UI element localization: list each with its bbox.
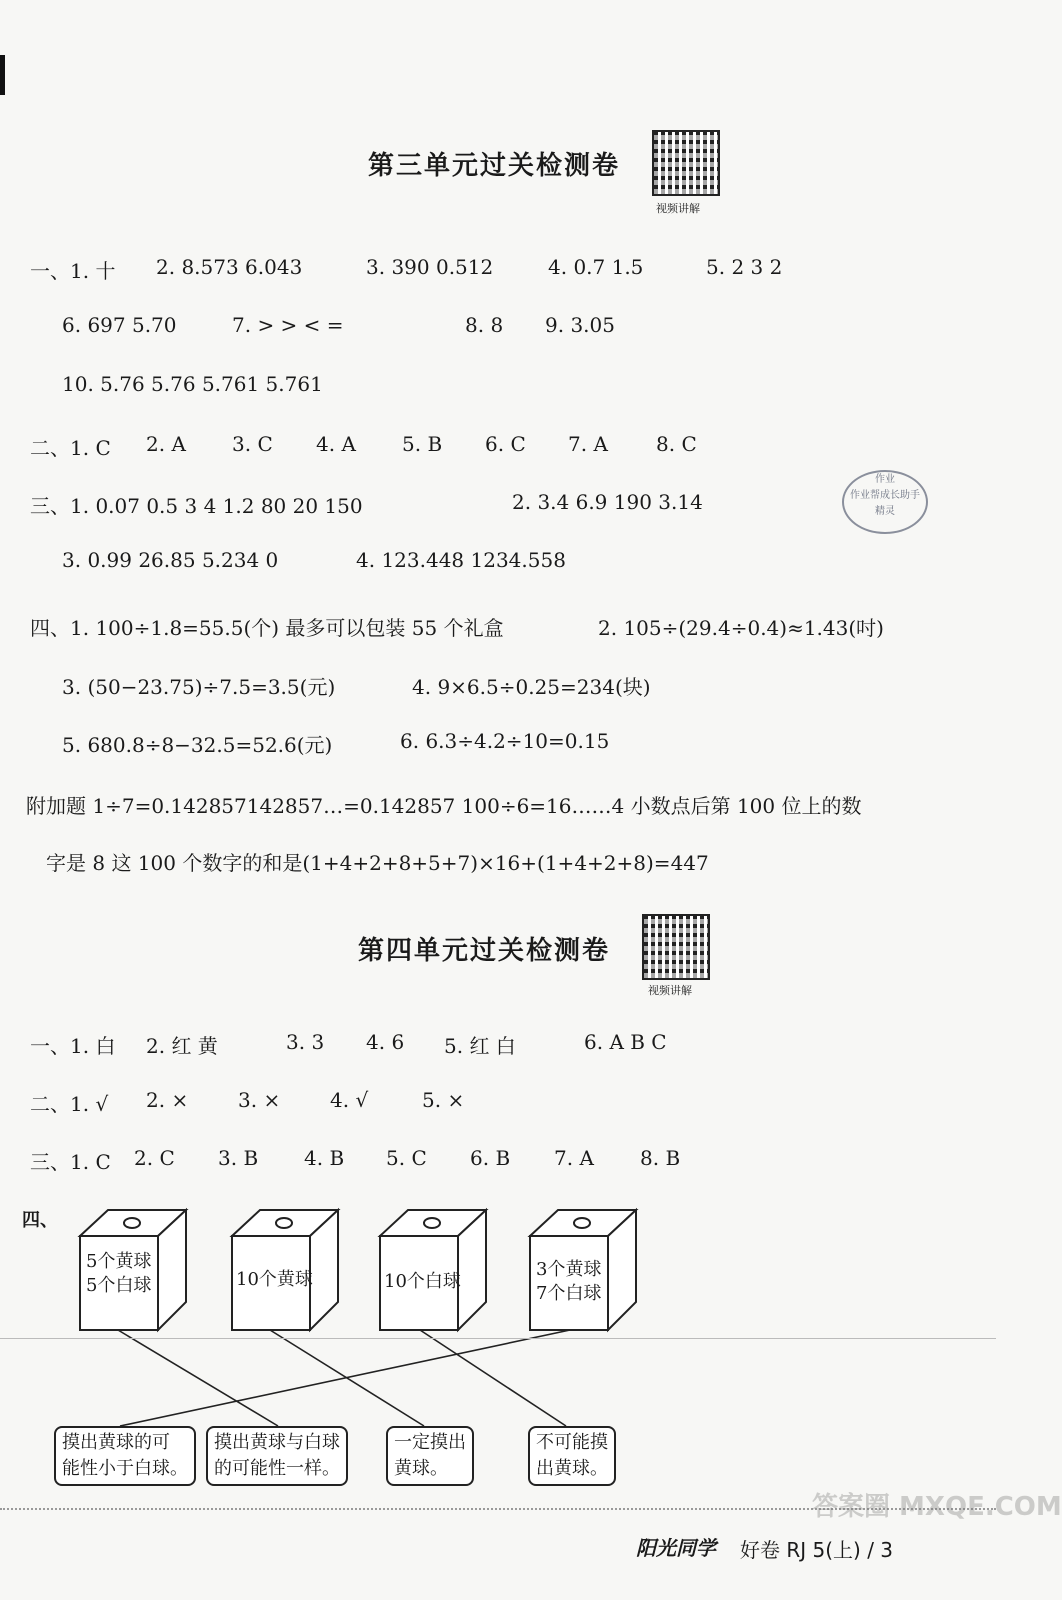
- cube-3-line-1: 10个白球: [384, 1271, 461, 1292]
- watermark: 答案圈 MXQE.COM: [812, 1492, 1062, 1522]
- box-1-line-1: 摸出黄球的可: [62, 1432, 170, 1453]
- qr-label: 视频讲解: [656, 202, 700, 215]
- box-4-line-2: 出黄球。: [536, 1458, 608, 1479]
- match-lines: [118, 1330, 570, 1426]
- cube-2-label: [236, 1268, 313, 1292]
- unit3-row-4-item-3: 3. C: [232, 432, 273, 456]
- binding-edge: [0, 55, 5, 95]
- unit3-row-11-item-1: 字是 8 这 100 个数字的和是(1+4+2+8+5+7)×16+(1+4+2+8)=447: [46, 851, 709, 875]
- stamp: [842, 470, 928, 534]
- unit3-row-1-item-1: 一、1. 十: [30, 259, 116, 283]
- unit4-row-1-item-1: 一、1. 白: [30, 1034, 116, 1058]
- unit3-row-4-item-2: 2. A: [146, 432, 186, 456]
- unit3-row-2-item-2: 7. > > < =: [232, 313, 344, 337]
- unit3-row-4-item-6: 6. C: [485, 432, 526, 456]
- brand-logo: 阳光同学: [636, 1536, 716, 1560]
- unit4-row-3-item-4: 4. B: [304, 1146, 345, 1170]
- cube-1-hole: [124, 1218, 140, 1228]
- unit4-row-3-item-8: 8. B: [640, 1146, 681, 1170]
- unit3-row-1-item-4: 4. 0.7 1.5: [548, 255, 644, 279]
- unit4-row-2-item-4: 4. √: [330, 1088, 369, 1112]
- unit3-row-8-item-1: 3. (50−23.75)÷7.5=3.5(元): [62, 675, 336, 699]
- unit4-row-2-item-1: 二、1. √: [30, 1092, 109, 1116]
- cube-1-label: [86, 1250, 151, 1298]
- unit3-row-2-item-3: 8. 8: [465, 313, 504, 337]
- cube-4-label: [536, 1258, 601, 1306]
- answer-box-2: [206, 1426, 348, 1486]
- unit4-row-2-item-2: 2. ×: [146, 1088, 189, 1112]
- unit4-row-1-item-5: 5. 红 白: [444, 1034, 516, 1058]
- cube-1-line-2: 5个白球: [86, 1275, 152, 1296]
- unit3-row-1-item-5: 5. 2 3 2: [706, 255, 783, 279]
- unit3-row-7-item-1: 四、1. 100÷1.8=55.5(个) 最多可以包装 55 个礼盒: [30, 616, 504, 640]
- answer-box-3: [386, 1426, 474, 1486]
- unit4-row-1-item-4: 4. 6: [366, 1030, 405, 1054]
- unit3-row-7-item-2: 2. 105÷(29.4÷0.4)≈1.43(吋): [598, 616, 884, 640]
- cube-4-line-2: 7个白球: [536, 1283, 602, 1304]
- unit3-row-4-item-8: 8. C: [656, 432, 697, 456]
- unit4-row-2-item-5: 5. ×: [422, 1088, 465, 1112]
- cube-1-line-1: 5个黄球: [86, 1251, 152, 1272]
- unit4-row-2-item-3: 3. ×: [238, 1088, 281, 1112]
- section4-label: 四、: [22, 1210, 58, 1231]
- unit3-row-9-item-1: 5. 680.8÷8−32.5=52.6(元): [62, 733, 333, 757]
- unit3-row-1-item-3: 3. 390 0.512: [366, 255, 494, 279]
- unit3-row-10-item-1: 附加题 1÷7=0.142857142857…=0.142857 100÷6=16……4 小数点后第 100 位上的数: [26, 794, 862, 818]
- unit3-row-6-item-1: 3. 0.99 26.85 5.234 0: [62, 548, 279, 572]
- stamp-line-3: 精灵: [875, 506, 895, 517]
- box-2-line-2: 的可能性一样。: [214, 1458, 340, 1479]
- cube-3-label: [384, 1270, 461, 1294]
- unit3-row-3-item-1: 10. 5.76 5.76 5.761 5.761: [62, 372, 323, 396]
- unit3-row-8-item-2: 4. 9×6.5÷0.25=234(块): [412, 675, 651, 699]
- unit3-row-6-item-2: 4. 123.448 1234.558: [356, 548, 566, 572]
- unit3-row-4-item-4: 4. A: [316, 432, 356, 456]
- unit3-row-4-item-1: 二、1. C: [30, 436, 111, 460]
- unit3-title: 第三单元过关检测卷: [368, 151, 621, 181]
- unit4-row-3-item-7: 7. A: [554, 1146, 594, 1170]
- fold-line: [0, 1338, 996, 1339]
- stamp-line-2: 作业帮成长助手: [850, 490, 920, 501]
- unit4-row-3-item-5: 5. C: [386, 1146, 427, 1170]
- box-3-line-1: 一定摸出: [394, 1432, 466, 1453]
- unit4-row-1-item-6: 6. A B C: [584, 1030, 667, 1054]
- unit3-row-4-item-5: 5. B: [402, 432, 443, 456]
- qr-code-icon[interactable]: [652, 130, 720, 196]
- unit3-row-4-item-7: 7. A: [568, 432, 608, 456]
- unit4-row-3-item-3: 3. B: [218, 1146, 259, 1170]
- stamp-line-1: 作业: [875, 474, 895, 485]
- box-1-line-2: 能性小于白球。: [62, 1458, 188, 1479]
- cube-2-line-1: 10个黄球: [236, 1269, 313, 1290]
- box-3-line-2: 黄球。: [394, 1458, 448, 1479]
- unit3-row-9-item-2: 6. 6.3÷4.2÷10=0.15: [400, 729, 610, 753]
- box-2-line-1: 摸出黄球与白球: [214, 1432, 340, 1453]
- qr-label-2: 视频讲解: [648, 984, 692, 997]
- unit4-row-3-item-1: 三、1. C: [30, 1150, 111, 1174]
- unit4-row-3-item-2: 2. C: [134, 1146, 175, 1170]
- unit4-row-1-item-3: 3. 3: [286, 1030, 325, 1054]
- unit4-title: 第四单元过关检测卷: [358, 936, 611, 966]
- unit4-row-1-item-2: 2. 红 黄: [146, 1034, 218, 1058]
- qr-code-icon-2[interactable]: [642, 914, 710, 980]
- unit3-row-2-item-4: 9. 3.05: [545, 313, 615, 337]
- unit3-row-5-item-1: 三、1. 0.07 0.5 3 4 1.2 80 20 150: [30, 494, 363, 518]
- unit4-row-3-item-6: 6. B: [470, 1146, 511, 1170]
- unit3-row-2-item-1: 6. 697 5.70: [62, 313, 177, 337]
- unit3-row-5-item-2: 2. 3.4 6.9 190 3.14: [512, 490, 703, 514]
- answer-box-1: [54, 1426, 196, 1486]
- cube-4-line-1: 3个黄球: [536, 1259, 602, 1280]
- unit3-row-1-item-2: 2. 8.573 6.043: [156, 255, 303, 279]
- answer-box-4: [528, 1426, 616, 1486]
- box-4-line-1: 不可能摸: [536, 1432, 608, 1453]
- page-footer: 好卷 RJ 5(上) / 3: [740, 1538, 894, 1562]
